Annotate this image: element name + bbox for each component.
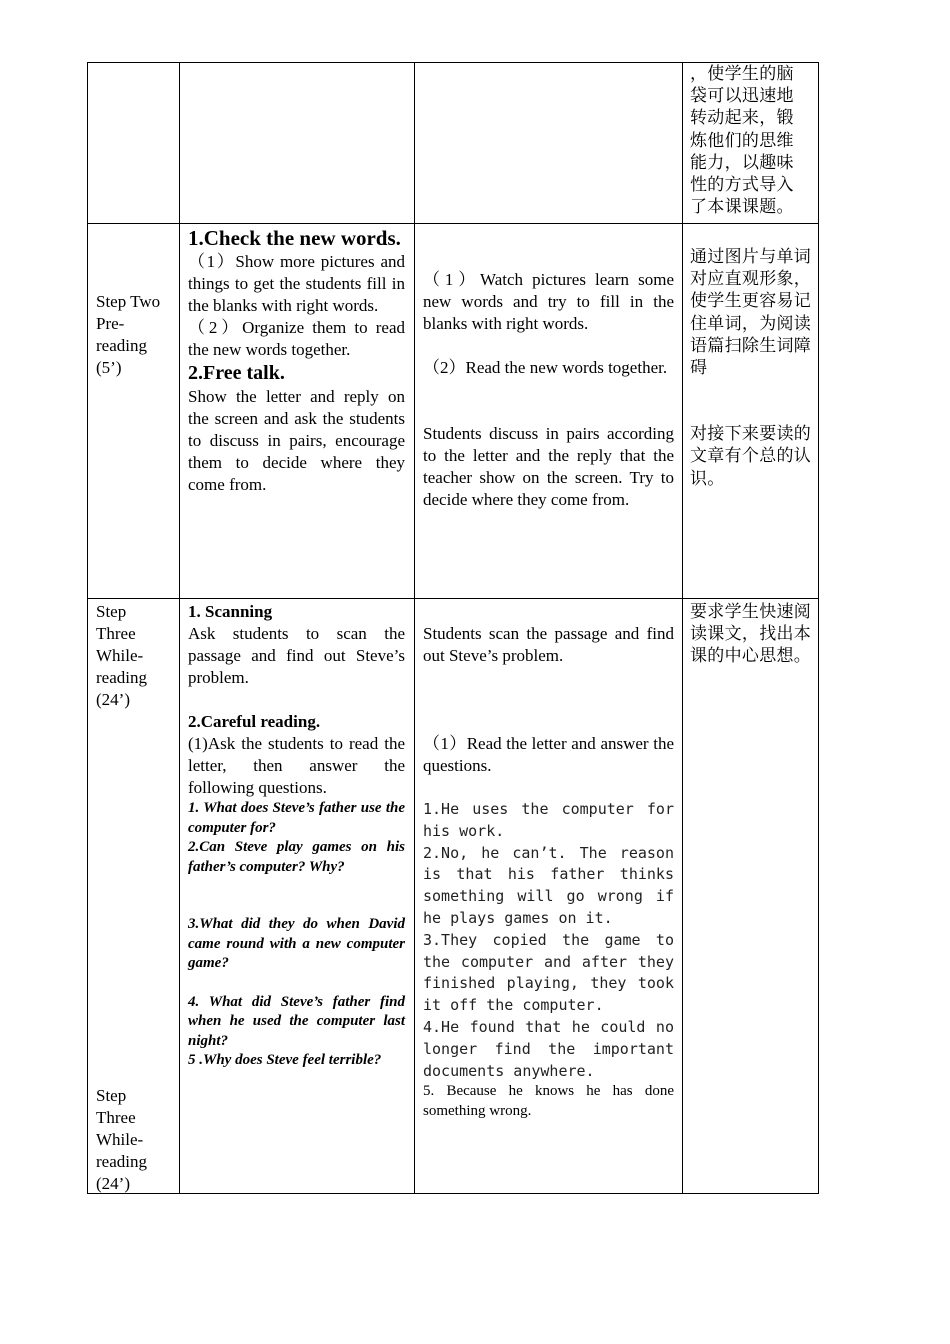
answer-1: 1.He uses the computer for his work. — [423, 800, 674, 840]
step-line: While- — [96, 646, 144, 665]
purpose-line: 能力，以趣味 — [690, 152, 794, 173]
purpose-line: 了本课课题。 — [690, 197, 794, 218]
purpose-line: 炼他们的思维 — [690, 130, 794, 151]
answers-list — [423, 799, 674, 1121]
step-line: While- — [96, 1130, 144, 1149]
teacher-activity-text: Show the letter and reply on the screen and ask the students to discuss in pairs, encourage them to decide where they come from. — [188, 387, 405, 494]
student-activity-text: （2）Read the new words together. — [423, 358, 668, 377]
question-2: 2.Can Steve play games on his father’s computer? Why? — [188, 839, 405, 875]
student-activity-text: （1）Watch pictures learn some new words and try to fill in the blanks with right words. — [423, 270, 674, 333]
purpose-line: 袋可以迅速地 — [690, 86, 794, 107]
table-bottom-border — [87, 1193, 819, 1194]
row-divider-1 — [87, 223, 819, 224]
student-activity-text: Students discuss in pairs according to the letter and the reply that the teacher show on the screen. Try to decide where they come from. — [423, 424, 674, 509]
row3-purpose-cell — [690, 601, 814, 668]
row2-teacher-cell — [188, 225, 405, 496]
row2-purpose-cell — [690, 246, 814, 490]
step-line: Three — [96, 1108, 136, 1127]
purpose-line: ，使学生的脑 — [690, 64, 794, 84]
row3-step-cell-repeat — [96, 1085, 176, 1195]
step-line: Step — [96, 1086, 127, 1105]
question-4: 4. What did Steve’s father find when he used the computer last night? — [188, 993, 405, 1049]
answer-2: 2.No, he can’t. The reason is that his father thinks something will go wrong if he plays games on it. — [423, 843, 674, 927]
step-line: Step — [96, 602, 127, 621]
question-3: 3.What did they do when David came round with a new computer game? — [188, 916, 405, 971]
scanning-heading: 1. Scanning — [188, 602, 273, 621]
student-activity-text: （1）Read the letter and answer the questions. — [423, 734, 674, 775]
check-words-heading: 1.Check the new words. — [188, 226, 401, 250]
purpose-text: 要求学生快速阅读课文，找出本课的中心思想。 — [690, 602, 812, 667]
purpose-line: 性的方式导入 — [690, 175, 794, 196]
teacher-activity-text: (1)Ask the students to read the letter, then answer the following questions. — [188, 734, 405, 797]
row2-student-cell — [423, 269, 674, 511]
purpose-text: 通过图片与单词对应直观形象，使学生更容易记住单词，为阅读语篇扫除生词障碍 — [690, 247, 812, 379]
step-line: (5’) — [96, 358, 122, 377]
step-line: reading — [96, 668, 147, 687]
row3-student-cell — [423, 623, 674, 1121]
row-divider-2 — [87, 598, 819, 599]
row3-step-cell — [96, 601, 176, 711]
answer-3: 3.They copied the game to the computer and after they finished playing, they took it off the computer. — [423, 930, 674, 1015]
step-line: reading — [96, 1152, 147, 1171]
step-line: Step Two — [96, 292, 161, 311]
step-line: reading — [96, 336, 147, 355]
step-line: (24’) — [96, 690, 130, 709]
column-divider-3 — [682, 62, 683, 1194]
table-left-border — [87, 62, 88, 1194]
step-line: Three — [96, 624, 136, 643]
column-divider-1 — [179, 62, 180, 1194]
answer-5: 5. Because he knows he has done something wrong. — [423, 1083, 674, 1119]
careful-reading-heading: 2.Careful reading. — [188, 712, 321, 731]
teacher-activity-text: Ask students to scan the passage and find out Steve’s problem. — [188, 624, 405, 687]
teacher-activity-text: （1）Show more pictures and things to get the students fill in the blanks with right words. — [188, 252, 405, 315]
question-1: 1. What does Steve’s father use the computer for? — [188, 800, 405, 836]
table-right-border — [818, 62, 819, 1194]
answer-4: 4.He found that he could no longer find the important documents anywhere. — [423, 1017, 674, 1080]
purpose-text: 对接下来要读的文章有个总的认识。 — [690, 424, 812, 489]
row3-teacher-cell — [188, 601, 405, 1071]
row2-step-cell — [96, 291, 176, 379]
free-talk-heading: 2.Free talk. — [188, 362, 285, 384]
step-line: (24’) — [96, 1174, 130, 1193]
question-5: 5 .Why does Steve feel terrible? — [188, 1052, 382, 1068]
purpose-line: 转动起来，锻 — [690, 108, 794, 129]
step-line: Pre- — [96, 314, 125, 333]
row1-purpose-cell — [690, 63, 814, 218]
teacher-activity-text: （2）Organize them to read the new words together. — [188, 318, 405, 359]
column-divider-2 — [414, 62, 415, 1194]
student-activity-text: Students scan the passage and find out Steve’s problem. — [423, 624, 674, 665]
